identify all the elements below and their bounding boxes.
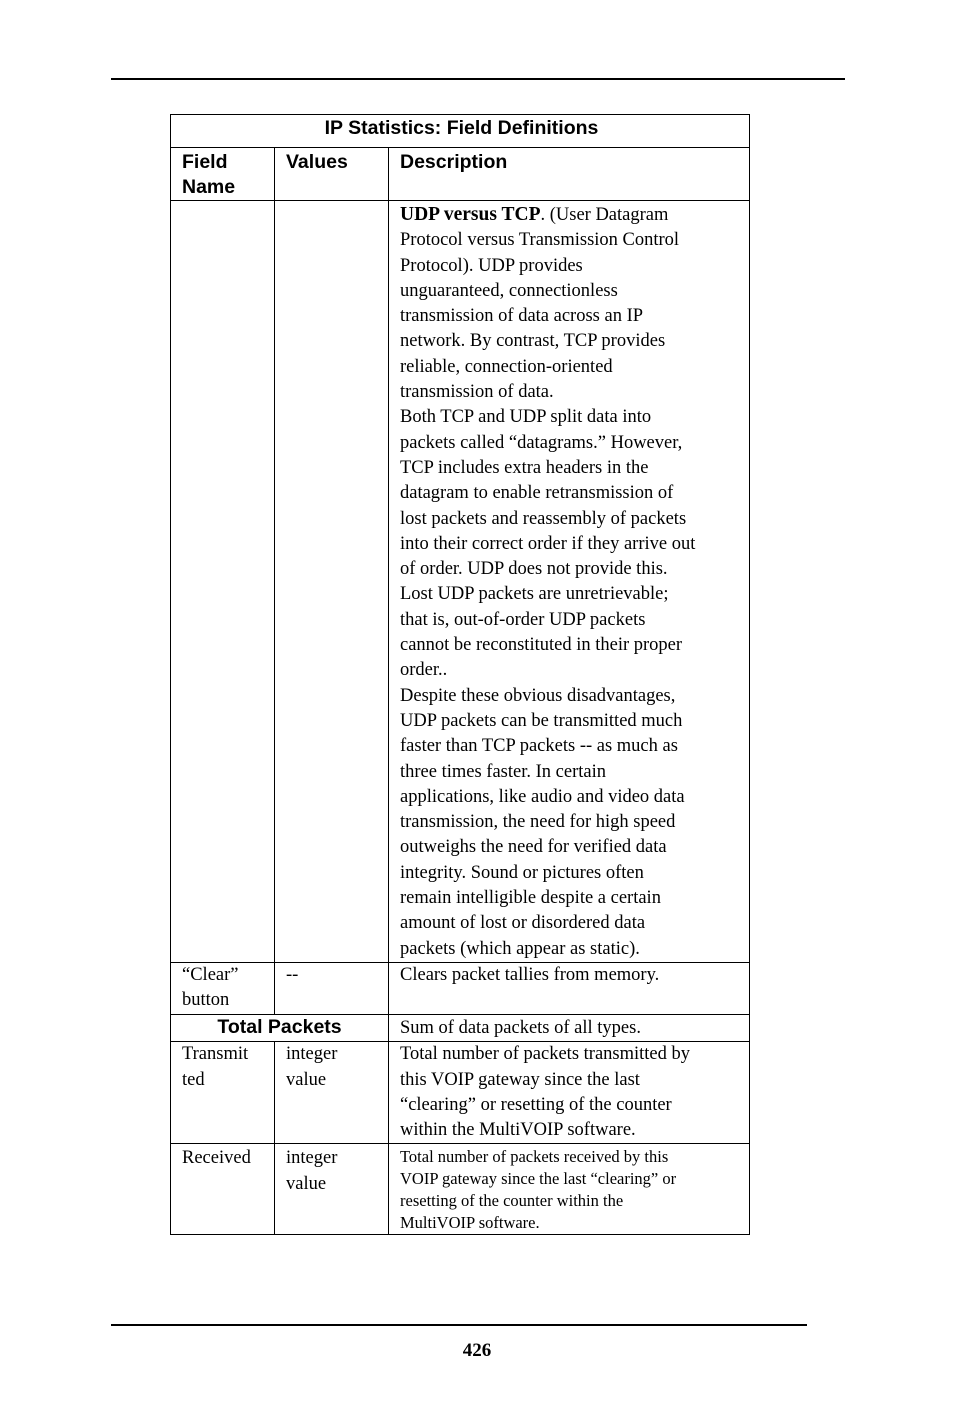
- received-field-name: Received: [171, 1144, 275, 1235]
- udp-description-line: TCP includes extra headers in the: [400, 457, 649, 478]
- udp-description-line: transmission of data across an IP: [400, 306, 644, 327]
- udp-description-line: amount of lost or disordered data: [400, 913, 646, 934]
- received-description-line: VOIP gateway since the last “clearing” or: [400, 1169, 677, 1189]
- header-rule: [111, 78, 845, 80]
- udp-description-line: of order. UDP does not provide this.: [400, 559, 668, 580]
- udp-field-cell: [171, 201, 275, 963]
- received-description: [389, 1144, 750, 1235]
- udp-description-line: network. By contrast, TCP provides: [400, 331, 666, 352]
- table-row-received: [171, 1144, 750, 1235]
- udp-description-line: packets called “datagrams.” However,: [400, 432, 683, 453]
- received-description-line: resetting of the counter within the: [400, 1190, 624, 1210]
- received-value-line1: integer: [286, 1148, 338, 1169]
- header-values: Values: [275, 148, 389, 201]
- clear-field-name: [171, 962, 275, 1014]
- table-row-udp-vs-tcp: [171, 201, 750, 963]
- transmitted-value-line2: value: [286, 1069, 327, 1090]
- udp-description: [389, 201, 750, 963]
- udp-description-line: remain intelligible despite a certain: [400, 888, 661, 909]
- total-packets-description: Sum of data packets of all types.: [389, 1014, 750, 1041]
- transmitted-description-line: Total number of packets transmitted by: [400, 1044, 691, 1065]
- transmitted-field-name-line1: Transmit: [182, 1044, 249, 1065]
- udp-description-line: transmission of data.: [400, 382, 554, 403]
- transmitted-description-line: “clearing” or resetting of the counter: [400, 1094, 672, 1115]
- transmitted-description-line: within the MultiVOIP software.: [400, 1120, 636, 1141]
- table-row-clear-button: [171, 962, 750, 1014]
- clear-value: --: [275, 962, 389, 1014]
- table-row-transmitted: [171, 1042, 750, 1144]
- received-description-line: Total number of packets received by this: [400, 1147, 669, 1167]
- total-packets-label: Total Packets: [171, 1014, 389, 1041]
- udp-description-line: three times faster. In certain: [400, 761, 606, 782]
- udp-description-line: into their correct order if they arrive out: [400, 533, 696, 554]
- header-description: Description: [389, 148, 750, 201]
- transmitted-field-name-line2: ted: [182, 1069, 205, 1090]
- table-title-row: [171, 115, 750, 148]
- received-value: [275, 1144, 389, 1235]
- table-header-row: [171, 148, 750, 201]
- udp-values-cell: [275, 201, 389, 963]
- udp-lead-term: UDP versus TCP: [400, 204, 541, 225]
- transmitted-field-name: [171, 1042, 275, 1144]
- header-field-name-line2: Name: [182, 176, 236, 198]
- udp-description-line: Protocol versus Transmission Control: [400, 230, 680, 251]
- udp-description-line: unguaranteed, connectionless: [400, 280, 618, 301]
- udp-description-line: that is, out-of-order UDP packets: [400, 609, 646, 630]
- footer-rule: [111, 1324, 807, 1326]
- udp-description-line: reliable, connection-oriented: [400, 356, 613, 377]
- udp-description-line-1: [400, 202, 745, 228]
- udp-description-line: datagram to enable retransmission of: [400, 483, 674, 504]
- transmitted-value: [275, 1042, 389, 1144]
- udp-description-line: Despite these obvious disadvantages,: [400, 685, 676, 706]
- received-description-line: MultiVOIP software.: [400, 1212, 540, 1232]
- table-row-total-packets: [171, 1014, 750, 1041]
- transmitted-value-line1: integer: [286, 1044, 338, 1065]
- transmitted-description-line: this VOIP gateway since the last: [400, 1069, 640, 1090]
- received-value-line2: value: [286, 1173, 327, 1194]
- udp-description-line: Protocol). UDP provides: [400, 255, 583, 276]
- header-field-name: [171, 148, 275, 201]
- udp-description-line: order..: [400, 660, 448, 681]
- udp-description-line: transmission, the need for high speed: [400, 812, 676, 833]
- clear-field-name-line2: button: [182, 990, 230, 1011]
- page-number: 426: [462, 1340, 492, 1361]
- transmitted-description: [389, 1042, 750, 1144]
- udp-description-line-1-text: . (User Datagram: [540, 205, 669, 225]
- table-title: IP Statistics: Field Definitions: [171, 115, 750, 148]
- udp-description-line: cannot be reconstituted in their proper: [400, 635, 683, 656]
- udp-description-line: outweighs the need for verified data: [400, 837, 667, 858]
- udp-description-line: integrity. Sound or pictures often: [400, 862, 644, 883]
- udp-description-line: Lost UDP packets are unretrievable;: [400, 584, 669, 605]
- udp-description-line: packets (which appear as static).: [400, 938, 640, 959]
- field-definitions-table: [170, 114, 750, 1235]
- udp-description-line: UDP packets can be transmitted much: [400, 710, 683, 731]
- header-field-name-line1: Field: [182, 151, 228, 173]
- clear-field-name-line1: “Clear”: [182, 964, 239, 985]
- clear-description: Clears packet tallies from memory.: [389, 962, 750, 1014]
- udp-description-line: faster than TCP packets -- as much as: [400, 736, 678, 757]
- udp-description-line: lost packets and reassembly of packets: [400, 508, 687, 529]
- udp-description-line: Both TCP and UDP split data into: [400, 407, 652, 428]
- udp-description-line: applications, like audio and video data: [400, 786, 685, 807]
